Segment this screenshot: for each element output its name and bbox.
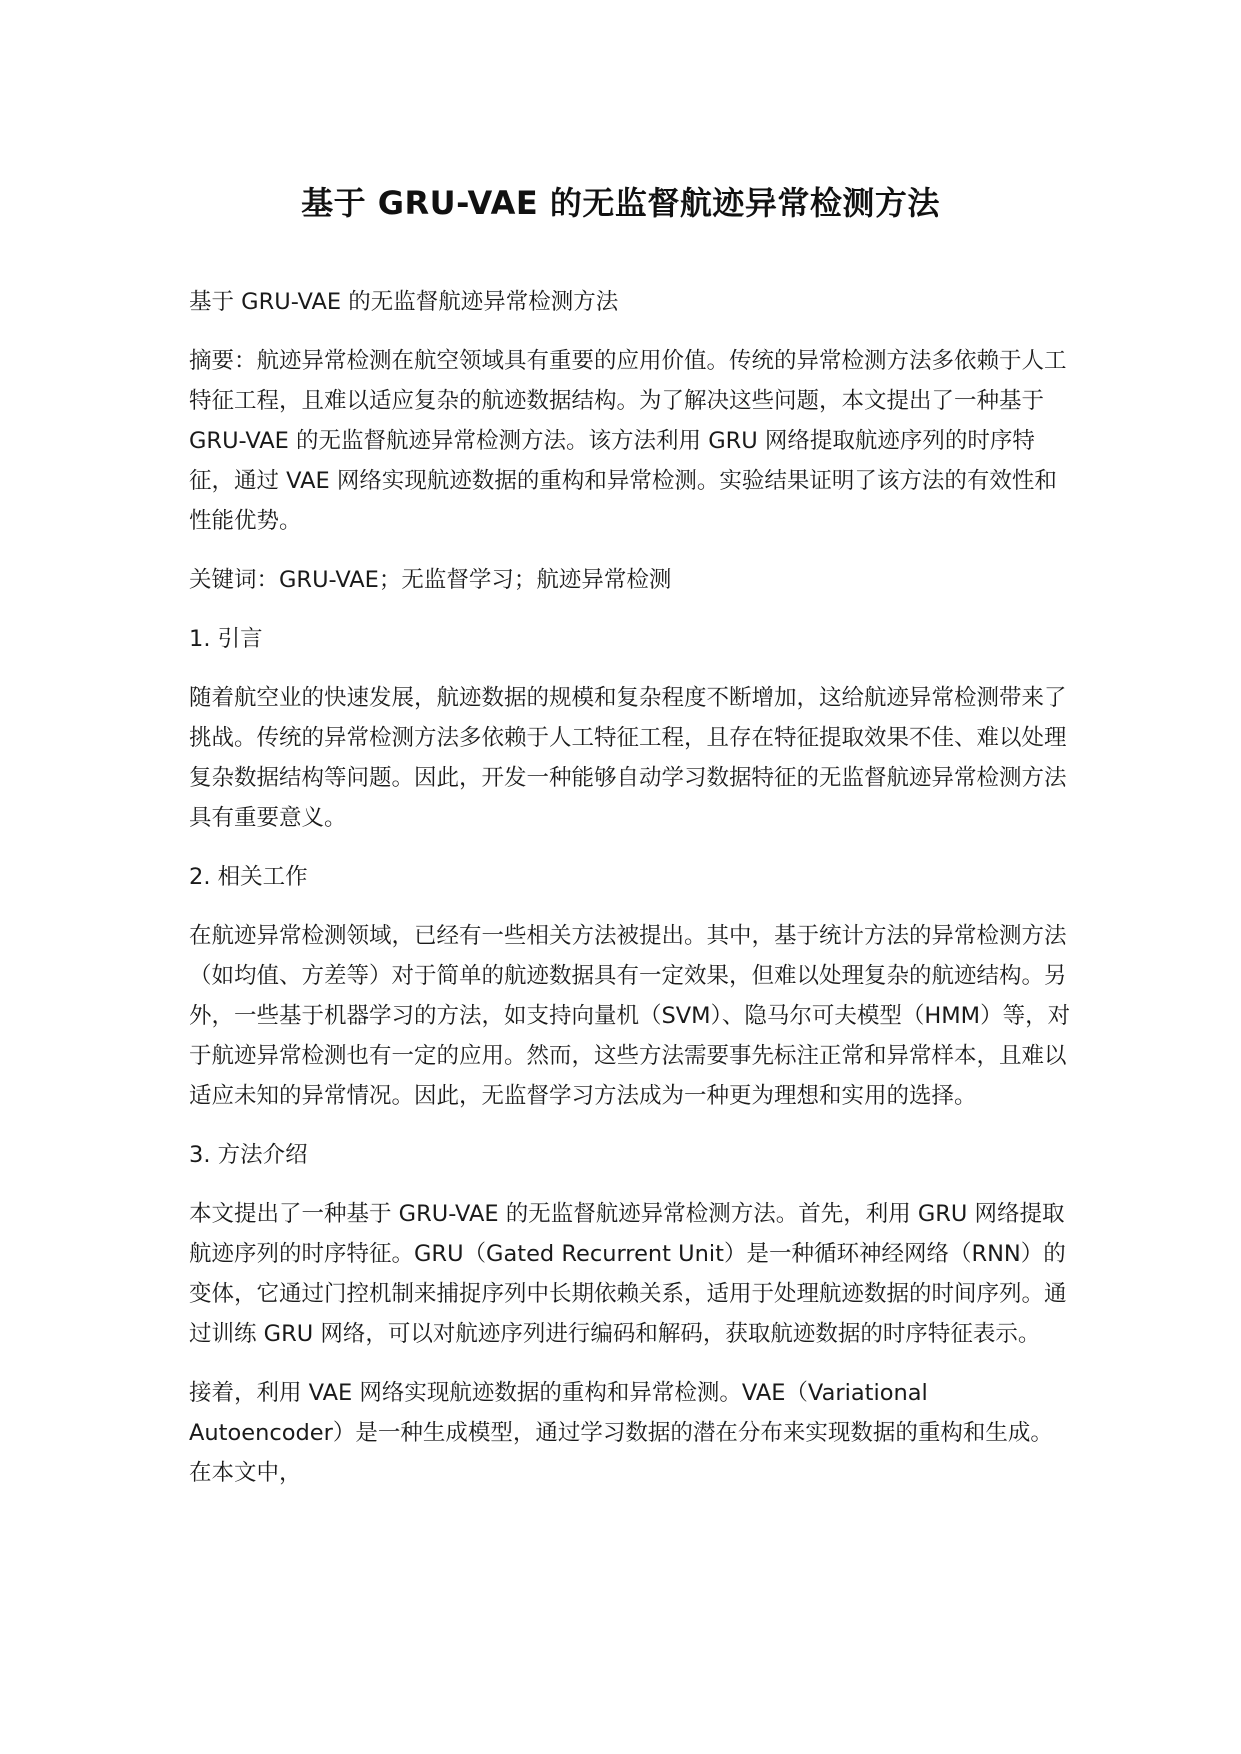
section-heading-method: 3. 方法介绍	[189, 1142, 308, 1168]
document-body	[189, 282, 1073, 1512]
section-heading-introduction: 1. 引言	[189, 626, 263, 652]
document-title: 基于 GRU-VAE 的无监督航迹异常检测方法	[301, 184, 940, 222]
abstract-paragraph: 摘要：航迹异常检测在航空领域具有重要的应用价值。传统的异常检测方法多依赖于人工特征工程，且难以适应复杂的航迹数据结构。为了解决这些问题，本文提出了一种基于 GRU-VAE 的无监督航迹异常检测方法。该方法利用 GRU 网络提取航迹序列的时序特征，通过 VAE 网络实现航迹数据的重构和异常检测。实验结果证明了该方法的有效性和性能优势。	[189, 348, 1067, 534]
introduction-paragraph: 随着航空业的快速发展，航迹数据的规模和复杂程度不断增加，这给航迹异常检测带来了挑战。传统的异常检测方法多依赖于人工特征工程，且存在特征提取效果不佳、难以处理复杂数据结构等问题。因此，开发一种能够自动学习数据特征的无监督航迹异常检测方法具有重要意义。	[189, 685, 1067, 831]
keywords-paragraph: 关键词：GRU-VAE；无监督学习；航迹异常检测	[189, 567, 672, 593]
method-paragraph-2: 接着，利用 VAE 网络实现航迹数据的重构和异常检测。VAE（Variational Autoencoder）是一种生成模型，通过学习数据的潜在分布来实现数据的重构和生成。在本文中，	[189, 1380, 1053, 1486]
subtitle-paragraph: 基于 GRU-VAE 的无监督航迹异常检测方法	[189, 289, 619, 315]
method-paragraph-1: 本文提出了一种基于 GRU-VAE 的无监督航迹异常检测方法。首先，利用 GRU 网络提取航迹序列的时序特征。GRU（Gated Recurrent Unit）是一种循环神经网络（RNN）的变体，它通过门控机制来捕捉序列中长期依赖关系，适用于处理航迹数据的时间序列。通过训练 GRU 网络，可以对航迹序列进行编码和解码，获取航迹数据的时序特征表示。	[189, 1201, 1067, 1347]
section-heading-related-work: 2. 相关工作	[189, 864, 308, 890]
related-work-paragraph: 在航迹异常检测领域，已经有一些相关方法被提出。其中，基于统计方法的异常检测方法（如均值、方差等）对于简单的航迹数据具有一定效果，但难以处理复杂的航迹结构。另外，一些基于机器学习的方法，如支持向量机（SVM）、隐马尔可夫模型（HMM）等，对于航迹异常检测也有一定的应用。然而，这些方法需要事先标注正常和异常样本，且难以适应未知的异常情况。因此，无监督学习方法成为一种更为理想和实用的选择。	[189, 923, 1071, 1109]
